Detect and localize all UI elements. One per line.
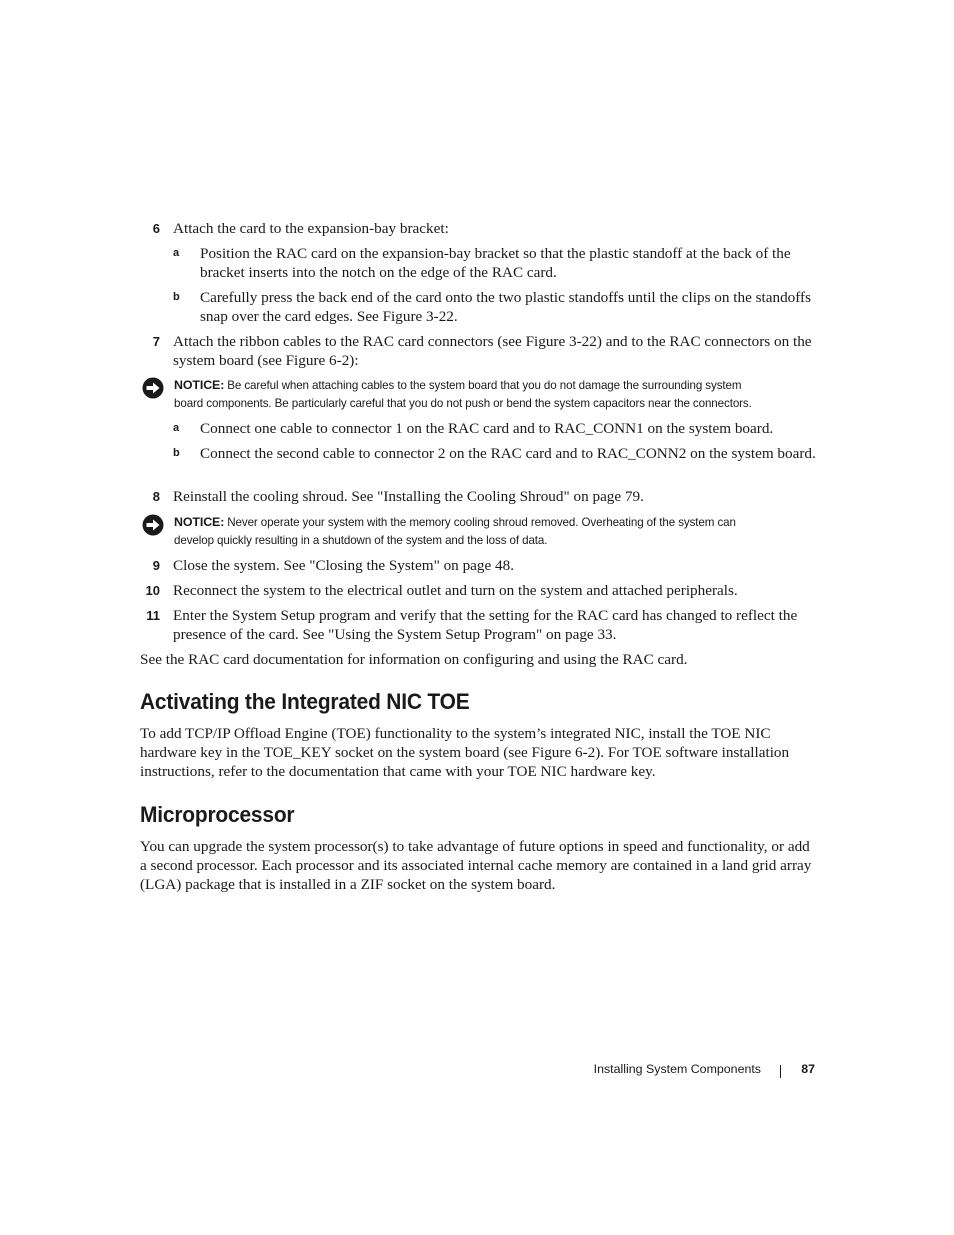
closing-note: See the RAC card documentation for information on configuring and using the RAC card. xyxy=(140,651,688,668)
notice-line-2: board components. Be particularly careful that you do not push or bend the system capacitors near the connectors. xyxy=(174,396,752,410)
notice-line-1: Never operate your system with the memory cooling shroud removed. Overheating of the system can xyxy=(227,516,736,529)
step-text: Enter the System Setup program and verify that the setting for the RAC card has changed to reflect the presence of the card. See "Using the System Setup Program" on page 33. xyxy=(173,607,798,643)
notice-text xyxy=(174,377,822,412)
step-number: 7 xyxy=(152,334,160,349)
page-number: 87 xyxy=(801,1062,815,1076)
substep-letter: a xyxy=(173,247,180,259)
footer-divider xyxy=(780,1065,781,1078)
substep-letter: b xyxy=(173,447,180,459)
step-text: Attach the card to the expansion-bay bracket: xyxy=(173,220,449,237)
section-body-microprocessor: You can upgrade the system processor(s) to take advantage of future options in speed and functionality, or add a second processor. Each processor and its associated internal cache memory are contained in a land grid array (LGA) package that is installed in a ZIF socket on the system board. xyxy=(140,838,812,893)
step-number: 6 xyxy=(152,221,160,236)
page-footer xyxy=(560,1062,815,1080)
substep-text: Connect the second cable to connector 2 on the RAC card and to RAC_CONN2 on the system board. xyxy=(200,445,816,462)
substep-letter: a xyxy=(173,422,180,434)
notice-arrow-icon xyxy=(142,514,164,536)
notice-label: NOTICE: xyxy=(174,515,225,529)
substep-letter: b xyxy=(173,291,180,303)
section-heading-toe: Activating the Integrated NIC TOE xyxy=(140,689,470,714)
notice-line-1: Be careful when attaching cables to the system board that you do not damage the surrounding system xyxy=(227,379,742,392)
step-number: 11 xyxy=(146,608,160,623)
substep-text: Carefully press the back end of the card onto the two plastic standoffs until the clips on the standoffs snap over the card edges. See Figure 3-22. xyxy=(200,289,812,325)
notice-label: NOTICE: xyxy=(174,378,225,392)
section-heading-microprocessor: Microprocessor xyxy=(140,802,295,827)
notice-line-2: develop quickly resulting in a shutdown of the system and the loss of data. xyxy=(174,533,548,547)
step-number: 10 xyxy=(145,583,160,598)
section-body-toe: To add TCP/IP Offload Engine (TOE) functionality to the system’s integrated NIC, install the TOE NIC hardware key in the TOE_KEY socket on the system board (see Figure 6-2). For TOE software installation instructions, refer to the documentation that came with your TOE NIC hardware key. xyxy=(140,725,790,780)
step-number: 8 xyxy=(152,489,160,504)
substep-text: Connect one cable to connector 1 on the RAC card and to RAC_CONN1 on the system board. xyxy=(200,420,774,437)
step-number: 9 xyxy=(152,558,160,573)
footer-section-title: Installing System Components xyxy=(593,1062,761,1076)
step-text: Reinstall the cooling shroud. See "Installing the Cooling Shroud" on page 79. xyxy=(173,488,644,505)
notice-text xyxy=(174,514,822,549)
step-text: Close the system. See "Closing the System" on page 48. xyxy=(173,557,515,574)
substep-text: Position the RAC card on the expansion-bay bracket so that the plastic standoff at the back of the bracket inserts into the notch on the edge of the RAC card. xyxy=(200,245,791,281)
notice-arrow-icon xyxy=(142,377,164,399)
step-text: Reconnect the system to the electrical outlet and turn on the system and attached peripherals. xyxy=(173,582,738,599)
step-text: Attach the ribbon cables to the RAC card connectors (see Figure 3-22) and to the RAC connectors on the system board (see Figure 6-2): xyxy=(173,333,812,369)
